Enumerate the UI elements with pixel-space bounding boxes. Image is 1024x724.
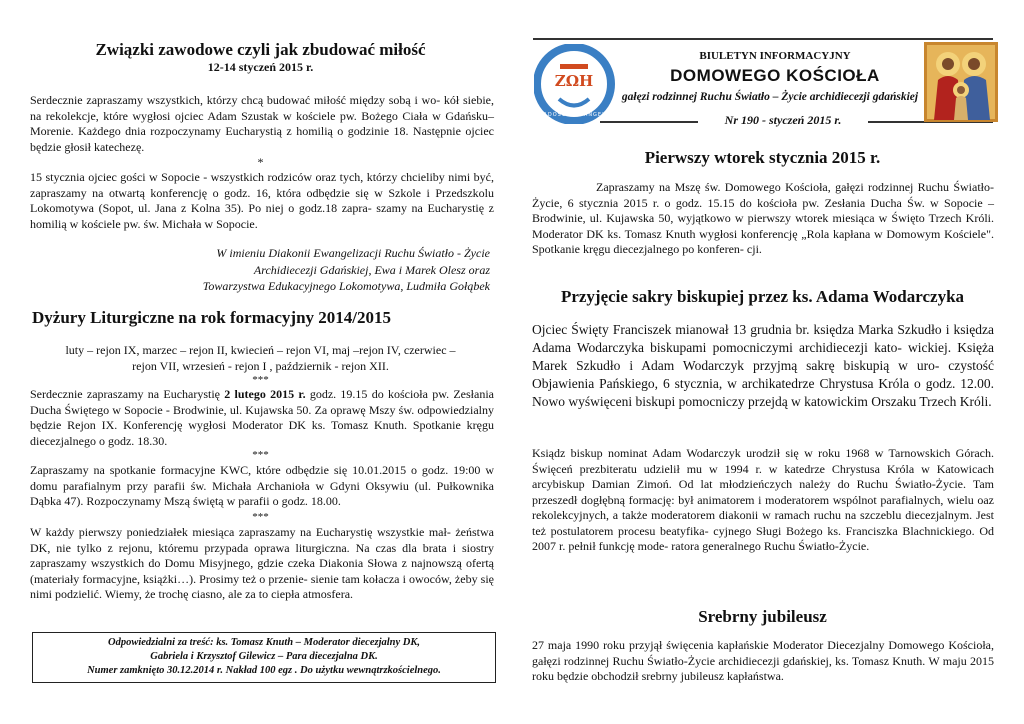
section-title-dyzury: Dyżury Liturgiczne na rok formacyjny 2014/2015: [32, 308, 392, 327]
monday-paragraph: W każdy pierwszy poniedziałek miesiąca zapraszamy na Eucharystię wszystkie mał- żeństwa DK, nie tylko z rejonu, któremu przypada oprawa liturgiczna. Na czas dla brata i siostry zapraszamy wszystkich do Domu Misyjnego, gdzie czeka Diakonia Słowa z najnowszą ofertą (materiały formacyjne, książki…). Prosimy też o przenie- sienie tam kołacza i owoców, żeby się nimi podzielić. Wiemy, że trochę ciasno, ale za to ciepła atmosfera.: [30, 525, 494, 601]
masthead-title: DOMOWEGO KOŚCIOŁA: [670, 66, 880, 85]
wtorek-paragraph: Zapraszamy na Mszę św. Domowego Kościoła, gałęzi rodzinnej Ruchu Światło-Życie, 6 stycznia 2015 r. o godz. 15.15 do kościoła pw. Zesłania Ducha Św. w Sopocie –Brodwinie, ul. Kujawska 50, wyjątkowo w pierwszy wtorek miesiąca w Święto Trzech Króli. Moderator DK ks. Tomasz Knuth wygłosi konferencję „Rola kapłana w Domowym Kościele". Spotkanie kręgu diecezjalnego po konferen- cji.: [532, 180, 994, 256]
stars-separator: ***: [252, 511, 269, 523]
masthead-top-rule: [533, 38, 993, 40]
sopot-paragraph: 15 stycznia ojciec gości w Sopocie - wszystkich rodziców oraz tych, którzy chcieliby nimi być, zapraszamy na otwartą konferencję o godz. 16, która odbędzie się w Szkole i Przedszkolu Lokomotywa (Sopot, ul. Jana z Kolna 35). Po niej o godz.18 zapra- szamy na Eucharystię z homilią w kościele pw. św. Michała w Sopocie.: [30, 170, 494, 231]
section-title-jubileusz: Srebrny jubileusz: [698, 607, 827, 626]
sakra-paragraph-2: Ksiądz biskup nominat Adam Wodarczyk urodził się w roku 1968 w Tarnowskich Górach. Święceń prezbiteratu udzielił mu w 1994 r. w katedrze Chrystusa Króla w Katowicach arcybiskup Damian Zimoń. Od lat młodzieńczych należy do Ruchu Światło-Życie. Tam przeszedł dogłębną formację: był animatorem i moderatorem wspólnot parafialnych, wielu oaz rekolekcyjnych, a także moderatorem diakonii w ramach ruchu na szczeblu diecezjalnym. Jest też postulatorem procesu beatyfika- cyjnego Sługi Bożego ks. Franciszka Blachnickiego. Od 2007 r. pełnił funkcję mode- ratora generalnego Ruchu Światło-Życie.: [532, 446, 994, 553]
footer-line-3: Numer zamknięto 30.12.2014 r. Nakład 100 egz . Do użytku wewnątrzkościelnego.: [87, 665, 441, 676]
logo: [534, 44, 620, 124]
section-title-wtorek: Pierwszy wtorek stycznia 2015 r.: [644, 148, 881, 167]
eucharist-text-a: Serdecznie zapraszamy na Eucharystię: [30, 387, 225, 401]
signature-line-1: W imieniu Diakonii Ewangelizacji Ruchu Światło - Życie: [216, 246, 490, 260]
eucharist-date: 2 lutego 2015 r.: [224, 387, 306, 401]
signature-line-3: Towarzystwa Edukacyjnego Lokomotywa, Ludmiła Gołąbek: [202, 279, 490, 293]
masthead-top: BIULETYN INFORMACYJNY: [699, 50, 851, 62]
schedule-line-2: rejon VII, wrzesień - rejon I , październik - rejon XII.: [132, 359, 389, 373]
kwc-paragraph: Zapraszamy na spotkanie formacyjne KWC, które odbędzie się 10.01.2015 o godz. 19:00 w domu parafialnym przy parafii św. Michała Archanioła w Gdyni Oksywiu (ul. Pułkownika Dąbka 47). Rozpoczynamy Mszą świętą w parafii o godz. 18.00.: [30, 463, 494, 508]
footer-line-2: Gabriela i Krzysztof Gilewicz – Para diecezjalna DK.: [150, 651, 378, 662]
section-date: 12-14 styczeń 2015 r.: [207, 60, 314, 74]
sakra-paragraph-1: Ojciec Święty Franciszek mianował 13 grudnia br. księdza Marka Szkudło i księdza Adama Wodarczyka biskupami pomocniczymi archidiecezji kato- wickiej. Księża Marek Szkudło i Adam Wodarczyk przyjmą sakrę biskupią w uro- czystość Objawienia Pańskiego, 6 stycznia, w archikatedrze Chrystusa Króla o godz. 12.00. Nowo wyświęceni biskupi pomocniczy przejdą w katowickim Orszaku Trzech Króli.: [532, 322, 994, 409]
section-title-sakra: Przyjęcie sakry biskupiej przez ks. Adama Wodarczyka: [560, 287, 965, 306]
jubileusz-paragraph: 27 maja 1990 roku przyjął święcenia kapłańskie Moderator Diecezjalny Domowego Kościoła, gałęzi rodzinnej Ruchu Światło-Życie archidiecezji gdańskiej, ks. Tomasz Knuth. W maju 2015 roku będzie obchodził srebrny jubileusz kapłaństwa.: [532, 638, 994, 683]
rekolekcje-paragraph: Serdecznie zapraszamy wszystkich, którzy chcą budować miłość między sobą i wo- kół siebie, na rekolekcje, które wygłosi ojciec Adam Szustak w kościele pw. Bożego Ciała w Gdańsku–Morenie. Każdego dnia rozpoczynamy Eucharystią z homilią o godzinie 18. Następnie ojciec będzie głosił katechezę.: [30, 93, 494, 154]
logo-ring-text: RADOŚĆ · EWANGELII: [539, 112, 611, 118]
footer-line-1: Odpowiedzialni za treść: ks. Tomasz Knuth – Moderator diecezjalny DK,: [107, 637, 421, 648]
stars-separator: ***: [252, 374, 269, 386]
signature-line-2: Archidiecezji Gdańskiej, Ewa i Marek Olesz oraz: [253, 263, 490, 277]
star-separator: *: [257, 155, 264, 169]
holy-family-icon: [924, 42, 998, 122]
stars-separator: ***: [252, 449, 269, 461]
editorial-footer: [32, 632, 496, 683]
masthead-rule-left: [600, 121, 698, 123]
logo-text: ZΩH: [554, 72, 594, 90]
eucharist-paragraph: [30, 387, 494, 449]
masthead-subtitle: gałęzi rodzinnej Ruchu Światło – Życie archidiecezji gdańskiej: [621, 91, 919, 103]
schedule-line-1: luty – rejon IX, marzec – rejon II, kwiecień – rejon VI, maj –rejon IV, czerwiec –: [65, 343, 456, 357]
eucharist-text-b: godz. 19.15 do kościoła pw. Zesłania Ducha Świętego w Sopocie - Brodwinie, ul. Kujawska 50. Za oprawę Mszy św. odpowiedzialny będzie Rejon IX. Konferencję wygłosi Moderator DK ks. Tomasz Knuth. Spotkanie kręgu diecezjalnego o godz. 18.30.: [30, 387, 494, 448]
issue-number: Nr 190 - styczeń 2015 r.: [724, 113, 842, 127]
section-title-zwiazki: Związki zawodowe czyli jak zbudować miłość: [95, 40, 426, 59]
